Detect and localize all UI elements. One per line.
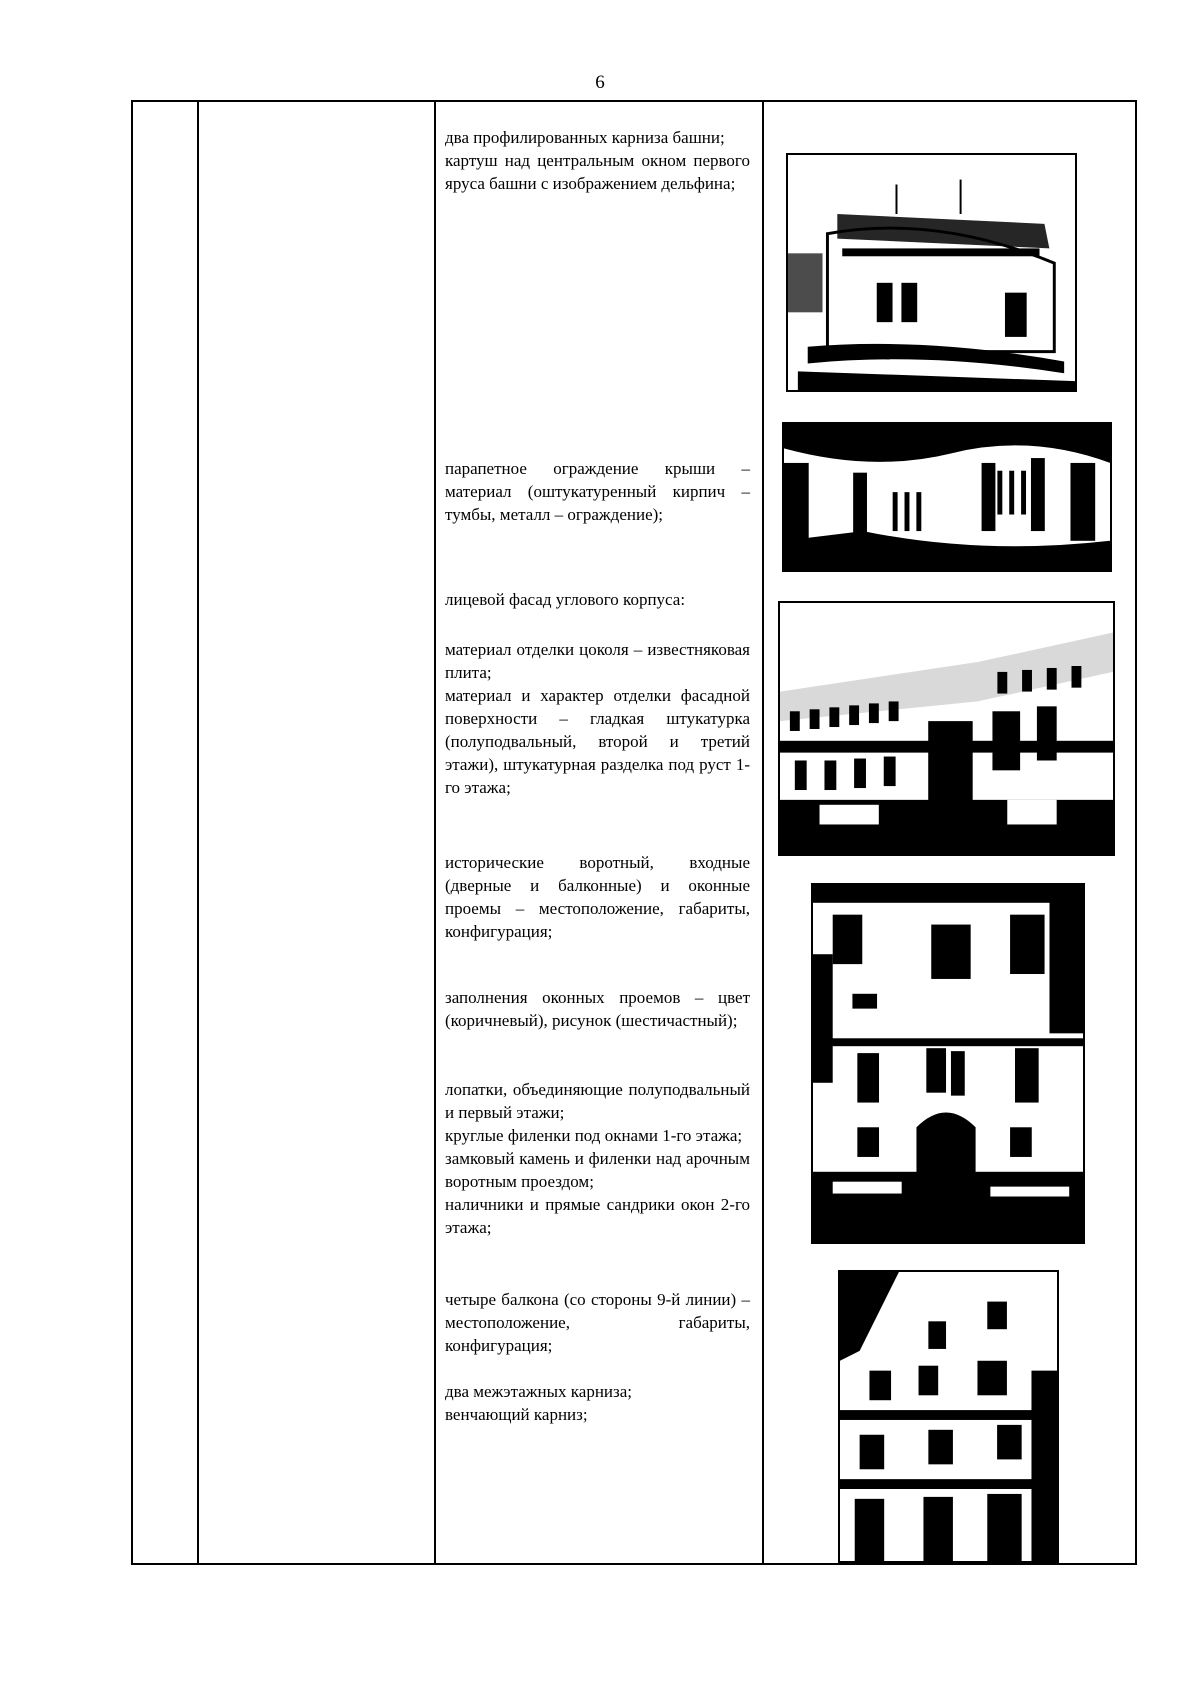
paragraph: венчающий карниз; bbox=[445, 1405, 588, 1424]
text-block-openings bbox=[445, 851, 750, 943]
paragraph: исторические воротный, входные (дверные и балконные) и оконные проемы – местоположение, габариты, конфигурация; bbox=[445, 853, 750, 941]
paragraph: парапетное ограждение крыши – материал (оштукатуренный кирпич – тумбы, металл – ограждение); bbox=[445, 459, 750, 524]
photo-tower-top bbox=[786, 153, 1077, 392]
page-number: 6 bbox=[595, 72, 605, 93]
paragraph: наличники и прямые сандрики окон 2-го этажа; bbox=[445, 1195, 750, 1237]
photo-parapet bbox=[782, 422, 1112, 572]
text-block-pilasters bbox=[445, 1078, 750, 1239]
text-block-parapet bbox=[445, 457, 750, 526]
column-divider-2 bbox=[434, 102, 436, 1563]
column-divider-1 bbox=[197, 102, 199, 1563]
text-block-window-fill bbox=[445, 986, 750, 1032]
paragraph: замковый камень и филенки над арочным воротным проездом; bbox=[445, 1149, 750, 1191]
text-block-tower-cornices bbox=[445, 126, 750, 195]
paragraph: картуш над центральным окном первого яруса башни с изображением дельфина; bbox=[445, 151, 750, 193]
text-block-cornices bbox=[445, 1380, 750, 1426]
paragraph: материал отделки цоколя – известняковая плита; bbox=[445, 640, 750, 682]
column-divider-3 bbox=[762, 102, 764, 1563]
paragraph: два межэтажных карниза; bbox=[445, 1382, 633, 1401]
paragraph: материал и характер отделки фасадной поверхности – гладкая штукатурка (полуподвальный, второй и третий этажи), штукатурная разделка под руст 1-го этажа; bbox=[445, 686, 750, 797]
paragraph: лопатки, объединяющие полуподвальный и первый этажи; bbox=[445, 1080, 750, 1122]
photo-balconies bbox=[838, 1270, 1059, 1563]
text-block-balconies bbox=[445, 1288, 750, 1357]
text-block-facade-heading bbox=[445, 588, 750, 611]
paragraph: четыре балкона (со стороны 9-й линии) – местоположение, габариты, конфигурация; bbox=[445, 1290, 750, 1355]
paragraph: два профилированных карниза башни; bbox=[445, 128, 725, 147]
photo-corner-facade bbox=[778, 601, 1115, 856]
photo-gate-facade bbox=[811, 883, 1085, 1244]
paragraph: круглые филенки под окнами 1-го этажа; bbox=[445, 1126, 743, 1145]
paragraph: лицевой фасад углового корпуса: bbox=[445, 590, 686, 609]
paragraph: заполнения оконных проемов – цвет (коричневый), рисунок (шестичастный); bbox=[445, 988, 750, 1030]
text-block-finish-materials bbox=[445, 638, 750, 799]
